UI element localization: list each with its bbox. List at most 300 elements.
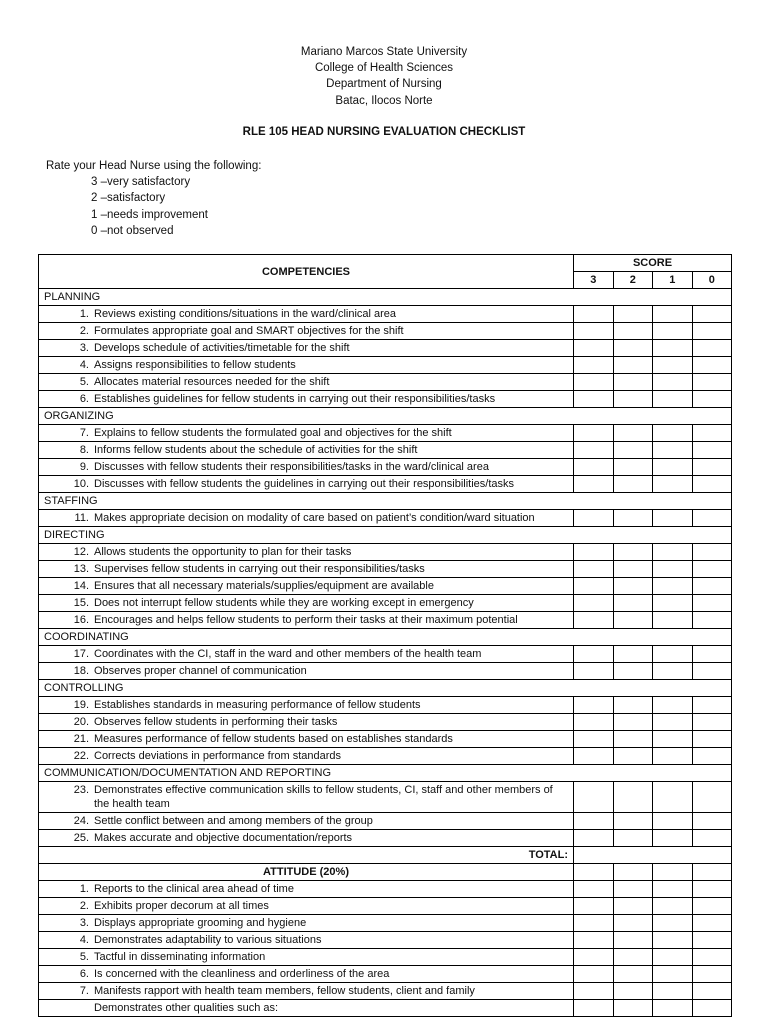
item-score-1-cell[interactable]: [653, 782, 693, 813]
item-score-2-cell[interactable]: [613, 459, 653, 476]
item-score-0-cell[interactable]: [692, 915, 732, 932]
item-score-3-cell[interactable]: [574, 306, 614, 323]
college-name: College of Health Sciences: [314, 62, 454, 75]
category-row: [39, 408, 732, 425]
category-label: CONTROLLING: [39, 680, 732, 697]
checklist-item: [39, 510, 574, 527]
item-text: Allocates material resources needed for the shift: [94, 376, 330, 388]
checklist-item: [39, 323, 574, 340]
category-row: [39, 289, 732, 306]
item-score-3-cell[interactable]: [574, 782, 614, 813]
item-score-1-cell[interactable]: [653, 544, 693, 561]
item-score-2-cell[interactable]: [613, 306, 653, 323]
item-number: 2.: [79, 325, 89, 337]
checklist-item: [39, 714, 574, 731]
item-score-2-cell[interactable]: [613, 881, 653, 898]
item-score-2-cell[interactable]: [613, 949, 653, 966]
item-score-2-cell[interactable]: [613, 714, 653, 731]
checklist-item: [39, 578, 574, 595]
checklist-item: [39, 881, 574, 898]
item-score-1-cell[interactable]: [653, 646, 693, 663]
item-score-0-cell[interactable]: [692, 357, 732, 374]
item-number: 10.: [73, 478, 89, 490]
item-score-3-cell[interactable]: [574, 374, 614, 391]
item-score-0-cell[interactable]: [692, 612, 732, 629]
item-score-0-cell[interactable]: [692, 578, 732, 595]
item-number: 21.: [73, 733, 89, 745]
item-score-1-cell[interactable]: [653, 510, 693, 527]
item-text: Develops schedule of activities/timetable for the shift: [94, 342, 350, 354]
item-text: Demonstrates effective communication skills to fellow students, CI, staff and other members of the health team: [94, 784, 553, 810]
item-number: 4.: [79, 934, 89, 946]
item-text: Explains to fellow students the formulated goal and objectives for the shift: [94, 427, 452, 439]
item-score-1-cell[interactable]: [653, 915, 693, 932]
score-column-0: 0: [692, 272, 732, 289]
item-score-3-cell[interactable]: [574, 898, 614, 915]
item-number: 4.: [79, 359, 89, 371]
item-score-0-cell[interactable]: [692, 374, 732, 391]
checklist-item-row: [39, 915, 732, 932]
instructions-intro: Rate your Head Nurse using the following:: [46, 160, 262, 172]
item-text: Is concerned with the cleanliness and orderliness of the area: [94, 968, 390, 980]
item-score-3-cell[interactable]: [574, 510, 614, 527]
item-score-3-cell[interactable]: [574, 881, 614, 898]
item-score-3-cell[interactable]: [574, 442, 614, 459]
item-score-3-cell[interactable]: [574, 748, 614, 765]
item-score-0-cell[interactable]: [692, 323, 732, 340]
item-text: Coordinates with the CI, staff in the ward and other members of the health team: [94, 648, 482, 660]
item-text: Discusses with fellow students the guidelines in carrying out their responsibilities/tasks: [94, 478, 515, 490]
item-text: Reports to the clinical area ahead of time: [94, 883, 294, 895]
checklist-item-row: [39, 898, 732, 915]
item-score-1-cell[interactable]: [653, 731, 693, 748]
item-number: 5.: [79, 951, 89, 963]
checklist-item-row: [39, 714, 732, 731]
checklist-item: [39, 782, 574, 813]
item-score-1-cell[interactable]: [653, 813, 693, 830]
checklist-item-row: [39, 391, 732, 408]
item-text: Observes proper channel of communication: [94, 665, 307, 677]
category-label: ORGANIZING: [39, 408, 732, 425]
other-qualities-label: Demonstrates other qualities such as:: [39, 1000, 574, 1017]
checklist-item-row: [39, 476, 732, 493]
item-score-3-cell[interactable]: [574, 915, 614, 932]
item-number: 7.: [79, 427, 89, 439]
item-score-2-cell[interactable]: [613, 544, 653, 561]
total-row: [39, 847, 732, 864]
score-column-3: 3: [574, 272, 614, 289]
category-label: COMMUNICATION/DOCUMENTATION AND REPORTING: [39, 765, 732, 782]
item-score-0-cell[interactable]: [692, 544, 732, 561]
attitude-header-score-0-cell[interactable]: [692, 864, 732, 881]
item-score-0-cell[interactable]: [692, 748, 732, 765]
item-number: 19.: [73, 699, 89, 711]
item-text: Reviews existing conditions/situations in the ward/clinical area: [94, 308, 397, 320]
category-label: COORDINATING: [39, 629, 732, 646]
checklist-body: [39, 289, 732, 1017]
rating-instructions: [46, 158, 261, 239]
item-score-0-cell[interactable]: [692, 898, 732, 915]
item-score-2-cell[interactable]: [613, 932, 653, 949]
item-score-1-cell[interactable]: [653, 932, 693, 949]
checklist-item-row: [39, 646, 732, 663]
item-score-1-cell[interactable]: [653, 374, 693, 391]
item-text: Does not interrupt fellow students while they are working except in emergency: [94, 597, 474, 609]
item-score-3-cell[interactable]: [574, 612, 614, 629]
competencies-header: COMPETENCIES: [39, 255, 574, 289]
checklist-item-row: [39, 983, 732, 1000]
item-score-1-cell[interactable]: [653, 323, 693, 340]
item-text: Formulates appropriate goal and SMART objectives for the shift: [94, 325, 404, 337]
item-score-2-cell[interactable]: [613, 748, 653, 765]
scale-item: 2 –satisfactory: [91, 192, 166, 205]
item-score-1-cell[interactable]: [653, 748, 693, 765]
checklist-item: [39, 966, 574, 983]
item-number: 16.: [73, 614, 89, 626]
item-text: Corrects deviations in performance from standards: [94, 750, 341, 762]
scale-item: 3 –very satisfactory: [91, 176, 191, 189]
item-score-1-cell[interactable]: [653, 595, 693, 612]
item-score-2-cell[interactable]: [613, 595, 653, 612]
item-score-1-cell[interactable]: [653, 459, 693, 476]
checklist-item-row: [39, 323, 732, 340]
item-number: 22.: [73, 750, 89, 762]
checklist-item-row: [39, 881, 732, 898]
item-score-2-cell[interactable]: [613, 323, 653, 340]
item-number: 17.: [73, 648, 89, 660]
item-score-3-cell[interactable]: [574, 340, 614, 357]
item-text: Tactful in disseminating information: [94, 951, 266, 963]
item-score-0-cell[interactable]: [692, 966, 732, 983]
location: Batac, Ilocos Norte: [335, 94, 433, 107]
item-score-2-cell[interactable]: [613, 663, 653, 680]
checklist-item: [39, 731, 574, 748]
item-score-1-cell[interactable]: [653, 983, 693, 1000]
total-label: TOTAL:: [39, 847, 574, 864]
checklist-item: [39, 391, 574, 408]
checklist-item: [39, 612, 574, 629]
checklist-item: [39, 561, 574, 578]
checklist-item: [39, 898, 574, 915]
item-score-2-cell[interactable]: [613, 830, 653, 847]
item-score-2-cell[interactable]: [613, 697, 653, 714]
item-text: Allows students the opportunity to plan for their tasks: [94, 546, 352, 558]
checklist-item-row: [39, 966, 732, 983]
item-score-0-cell[interactable]: [692, 306, 732, 323]
item-text: Displays appropriate grooming and hygiene: [94, 917, 307, 929]
item-number: 1.: [79, 883, 89, 895]
checklist-item: [39, 748, 574, 765]
item-number: 7.: [79, 985, 89, 997]
item-score-3-cell[interactable]: [574, 714, 614, 731]
checklist-item-row: [39, 663, 732, 680]
other-qualities-score-3-cell[interactable]: [574, 1000, 614, 1017]
item-score-2-cell[interactable]: [613, 782, 653, 813]
item-text: Establishes standards in measuring performance of fellow students: [94, 699, 421, 711]
evaluation-checklist-table: [38, 254, 732, 1017]
item-score-1-cell[interactable]: [653, 476, 693, 493]
item-score-3-cell[interactable]: [574, 544, 614, 561]
checklist-item-row: [39, 731, 732, 748]
item-number: 14.: [73, 580, 89, 592]
item-score-3-cell[interactable]: [574, 830, 614, 847]
category-row: [39, 765, 732, 782]
item-score-0-cell[interactable]: [692, 646, 732, 663]
checklist-item: [39, 306, 574, 323]
item-text: Makes accurate and objective documentation/reports: [94, 832, 353, 844]
item-score-2-cell[interactable]: [613, 391, 653, 408]
checklist-item: [39, 663, 574, 680]
item-score-1-cell[interactable]: [653, 340, 693, 357]
other-qualities-row: [39, 1000, 732, 1017]
total-score-cell[interactable]: [574, 847, 732, 864]
item-score-1-cell[interactable]: [653, 714, 693, 731]
checklist-item: [39, 697, 574, 714]
category-label: DIRECTING: [39, 527, 732, 544]
item-text: Ensures that all necessary materials/supplies/equipment are available: [94, 580, 434, 592]
checklist-item-row: [39, 544, 732, 561]
item-score-2-cell[interactable]: [613, 966, 653, 983]
item-score-3-cell[interactable]: [574, 813, 614, 830]
item-score-2-cell[interactable]: [613, 612, 653, 629]
item-score-2-cell[interactable]: [613, 813, 653, 830]
item-score-2-cell[interactable]: [613, 561, 653, 578]
item-score-0-cell[interactable]: [692, 782, 732, 813]
checklist-item: [39, 595, 574, 612]
checklist-item: [39, 425, 574, 442]
document-title: RLE 105 HEAD NURSING EVALUATION CHECKLIST: [242, 126, 526, 138]
other-qualities-score-1-cell[interactable]: [653, 1000, 693, 1017]
item-score-2-cell[interactable]: [613, 510, 653, 527]
item-score-0-cell[interactable]: [692, 442, 732, 459]
checklist-item: [39, 340, 574, 357]
item-score-1-cell[interactable]: [653, 391, 693, 408]
item-score-1-cell[interactable]: [653, 881, 693, 898]
department-name: Department of Nursing: [326, 78, 442, 91]
category-row: [39, 680, 732, 697]
item-score-3-cell[interactable]: [574, 949, 614, 966]
other-qualities-score-0-cell[interactable]: [692, 1000, 732, 1017]
item-score-3-cell[interactable]: [574, 983, 614, 1000]
item-number: 3.: [79, 917, 89, 929]
score-column-1: 1: [653, 272, 693, 289]
item-score-1-cell[interactable]: [653, 306, 693, 323]
checklist-item: [39, 442, 574, 459]
item-score-0-cell[interactable]: [692, 932, 732, 949]
item-score-1-cell[interactable]: [653, 578, 693, 595]
item-score-1-cell[interactable]: [653, 442, 693, 459]
category-label: PLANNING: [39, 289, 732, 306]
item-number: 20.: [73, 716, 89, 728]
item-number: 6.: [79, 968, 89, 980]
item-score-0-cell[interactable]: [692, 983, 732, 1000]
checklist-item-row: [39, 830, 732, 847]
item-score-0-cell[interactable]: [692, 459, 732, 476]
item-score-1-cell[interactable]: [653, 612, 693, 629]
attitude-header: ATTITUDE (20%): [39, 864, 574, 881]
item-score-0-cell[interactable]: [692, 714, 732, 731]
attitude-header-row: [39, 864, 732, 881]
item-number: 3.: [79, 342, 89, 354]
checklist-item: [39, 932, 574, 949]
item-number: 9.: [79, 461, 89, 473]
item-score-3-cell[interactable]: [574, 932, 614, 949]
checklist-item-row: [39, 612, 732, 629]
checklist-item-row: [39, 697, 732, 714]
attitude-header-score-1-cell[interactable]: [653, 864, 693, 881]
item-text: Settle conflict between and among members of the group: [94, 815, 373, 827]
item-score-1-cell[interactable]: [653, 898, 693, 915]
checklist-item-row: [39, 306, 732, 323]
item-number: 18.: [73, 665, 89, 677]
checklist-item: [39, 374, 574, 391]
item-text: Establishes guidelines for fellow students in carrying out their responsibilities/tasks: [94, 393, 496, 405]
item-score-0-cell[interactable]: [692, 595, 732, 612]
checklist-item-row: [39, 782, 732, 813]
item-number: 23.: [73, 784, 89, 796]
document-header: [0, 44, 768, 109]
item-score-0-cell[interactable]: [692, 391, 732, 408]
item-score-1-cell[interactable]: [653, 425, 693, 442]
score-header: SCORE: [574, 255, 732, 272]
item-score-2-cell[interactable]: [613, 646, 653, 663]
scale-item: 0 –not observed: [91, 224, 174, 237]
item-score-2-cell[interactable]: [613, 915, 653, 932]
item-text: Discusses with fellow students their responsibilities/tasks in the ward/clinical area: [94, 461, 489, 473]
checklist-item-row: [39, 595, 732, 612]
checklist-item: [39, 544, 574, 561]
item-text: Demonstrates adaptability to various situations: [94, 934, 322, 946]
checklist-item-row: [39, 949, 732, 966]
item-text: Makes appropriate decision on modality of care based on patient’s condition/ward situation: [94, 512, 535, 524]
item-score-2-cell[interactable]: [613, 731, 653, 748]
item-score-0-cell[interactable]: [692, 663, 732, 680]
item-score-3-cell[interactable]: [574, 459, 614, 476]
item-score-2-cell[interactable]: [613, 340, 653, 357]
item-score-0-cell[interactable]: [692, 561, 732, 578]
item-number: 1.: [79, 308, 89, 320]
checklist-item-row: [39, 425, 732, 442]
item-score-2-cell[interactable]: [613, 476, 653, 493]
item-number: 2.: [79, 900, 89, 912]
checklist-item: [39, 476, 574, 493]
item-score-2-cell[interactable]: [613, 425, 653, 442]
checklist-item: [39, 830, 574, 847]
item-score-3-cell[interactable]: [574, 476, 614, 493]
item-score-2-cell[interactable]: [613, 374, 653, 391]
checklist-item: [39, 813, 574, 830]
item-score-0-cell[interactable]: [692, 731, 732, 748]
item-score-3-cell[interactable]: [574, 357, 614, 374]
item-score-3-cell[interactable]: [574, 646, 614, 663]
item-score-3-cell[interactable]: [574, 561, 614, 578]
checklist-item-row: [39, 932, 732, 949]
item-number: 11.: [74, 512, 89, 524]
item-score-0-cell[interactable]: [692, 510, 732, 527]
other-qualities-score-2-cell[interactable]: [613, 1000, 653, 1017]
score-column-2: 2: [613, 272, 653, 289]
item-number: 6.: [79, 393, 89, 405]
item-score-0-cell[interactable]: [692, 813, 732, 830]
item-score-0-cell[interactable]: [692, 881, 732, 898]
item-text: Manifests rapport with health team members, fellow students, client and family: [94, 985, 475, 997]
item-score-3-cell[interactable]: [574, 731, 614, 748]
item-score-1-cell[interactable]: [653, 663, 693, 680]
item-number: 12.: [73, 546, 89, 558]
item-text: Measures performance of fellow students based on establishes standards: [94, 733, 453, 745]
checklist-item-row: [39, 459, 732, 476]
item-score-3-cell[interactable]: [574, 663, 614, 680]
item-text: Encourages and helps fellow students to perform their tasks at their maximum potential: [94, 614, 518, 626]
scale-item: 1 –needs improvement: [91, 208, 208, 221]
checklist-item-row: [39, 561, 732, 578]
item-score-1-cell[interactable]: [653, 830, 693, 847]
item-score-3-cell[interactable]: [574, 391, 614, 408]
item-score-2-cell[interactable]: [613, 983, 653, 1000]
item-text: Observes fellow students in performing their tasks: [94, 716, 338, 728]
item-score-3-cell[interactable]: [574, 697, 614, 714]
item-score-0-cell[interactable]: [692, 830, 732, 847]
checklist-item: [39, 357, 574, 374]
item-score-3-cell[interactable]: [574, 578, 614, 595]
item-score-2-cell[interactable]: [613, 442, 653, 459]
item-text: Exhibits proper decorum at all times: [94, 900, 269, 912]
item-number: 13.: [73, 563, 89, 575]
checklist-item-row: [39, 578, 732, 595]
item-text: Assigns responsibilities to fellow students: [94, 359, 296, 371]
item-score-3-cell[interactable]: [574, 323, 614, 340]
item-score-3-cell[interactable]: [574, 595, 614, 612]
item-text: Supervises fellow students in carrying out their responsibilities/tasks: [94, 563, 425, 575]
item-score-3-cell[interactable]: [574, 966, 614, 983]
item-number: 15.: [73, 597, 89, 609]
category-row: [39, 493, 732, 510]
item-score-0-cell[interactable]: [692, 340, 732, 357]
checklist-item-row: [39, 340, 732, 357]
checklist-item: [39, 459, 574, 476]
item-score-3-cell[interactable]: [574, 425, 614, 442]
item-score-1-cell[interactable]: [653, 949, 693, 966]
checklist-item: [39, 646, 574, 663]
attitude-header-score-3-cell[interactable]: [574, 864, 614, 881]
checklist-item-row: [39, 510, 732, 527]
item-number: 5.: [79, 376, 89, 388]
item-score-0-cell[interactable]: [692, 425, 732, 442]
item-score-2-cell[interactable]: [613, 898, 653, 915]
item-score-1-cell[interactable]: [653, 966, 693, 983]
item-score-0-cell[interactable]: [692, 697, 732, 714]
item-score-2-cell[interactable]: [613, 578, 653, 595]
checklist-item-row: [39, 357, 732, 374]
checklist-item: [39, 915, 574, 932]
item-score-1-cell[interactable]: [653, 357, 693, 374]
item-number: 24.: [73, 815, 89, 827]
item-score-1-cell[interactable]: [653, 561, 693, 578]
item-score-0-cell[interactable]: [692, 476, 732, 493]
item-score-1-cell[interactable]: [653, 697, 693, 714]
checklist-item-row: [39, 442, 732, 459]
item-text: Informs fellow students about the schedule of activities for the shift: [94, 444, 418, 456]
checklist-item-row: [39, 748, 732, 765]
item-score-0-cell[interactable]: [692, 949, 732, 966]
item-score-2-cell[interactable]: [613, 357, 653, 374]
checklist-item-row: [39, 374, 732, 391]
category-row: [39, 629, 732, 646]
item-number: 8.: [79, 444, 89, 456]
attitude-header-score-2-cell[interactable]: [613, 864, 653, 881]
category-row: [39, 527, 732, 544]
item-number: 25.: [73, 832, 89, 844]
